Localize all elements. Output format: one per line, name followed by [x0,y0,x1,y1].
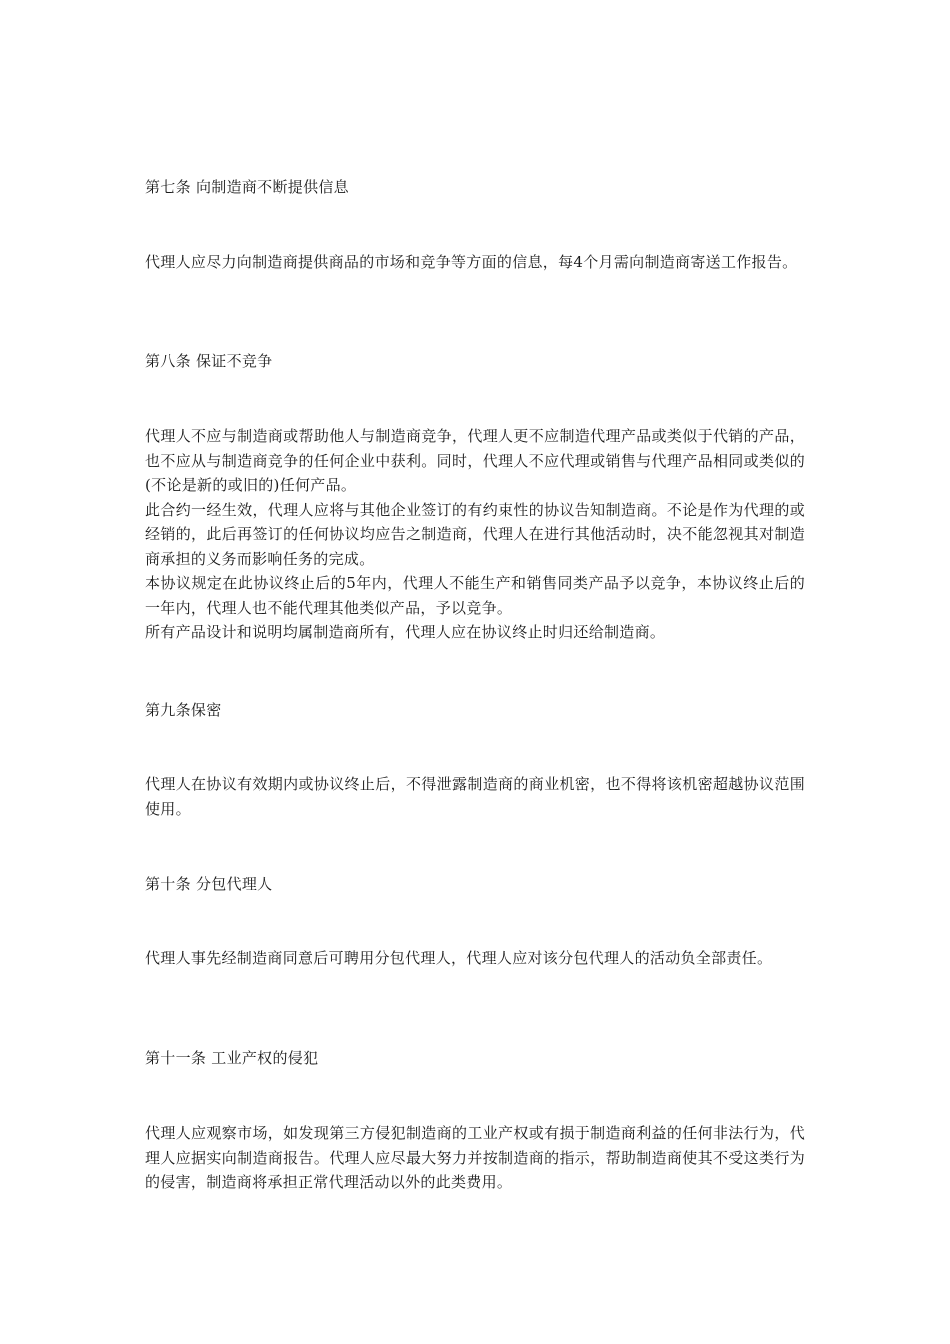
paragraph: 代理人应观察市场，如发现第三方侵犯制造商的工业产权或有损于制造商利益的任何非法行为，代理人应据实向制造商报告。代理人应尽最大努力并按制造商的指示，帮助制造商使其不受这类行为的侵害，制造商将承担正常代理活动以外的此类费用。 [145,1124,805,1191]
document-page [145,0,805,1344]
article-9-body [145,772,805,821]
paragraph: 代理人在协议有效期内或协议终止后，不得泄露制造商的商业机密，也不得将该机密超越协议范围使用。 [145,775,805,818]
article-11-body [145,1121,805,1195]
paragraph: 本协议规定在此协议终止后的5年内，代理人不能生产和销售同类产品予以竞争，本协议终止后的一年内，代理人也不能代理其他类似产品，予以竞争。 [145,574,805,617]
article-10-heading: 第十条 分包代理人 [145,875,273,893]
article-8-heading: 第八条 保证不竞争 [145,352,273,370]
paragraph: 代理人应尽力向制造商提供商品的市场和竞争等方面的信息，每4个月需向制造商寄送工作报告。 [145,253,798,271]
article-8-body [145,424,805,645]
paragraph: 代理人事先经制造商同意后可聘用分包代理人，代理人应对该分包代理人的活动负全部责任。 [145,949,773,967]
article-9-heading: 第九条保密 [145,701,222,719]
paragraph: 代理人不应与制造商或帮助他人与制造商竞争，代理人更不应制造代理产品或类似于代销的产品，也不应从与制造商竞争的任何企业中获利。同时，代理人不应代理或销售与代理产品相同或类似的(不论是新的或旧的)任何产品。 [145,427,805,494]
article-11-heading: 第十一条 工业产权的侵犯 [145,1049,319,1067]
article-7-body [145,250,805,275]
article-10-body [145,946,805,971]
paragraph: 此合约一经生效，代理人应将与其他企业签订的有约束性的协议告知制造商。不论是作为代理的或经销的，此后再签订的任何协议均应告之制造商，代理人在进行其他活动时，决不能忽视其对制造商承担的义务而影响任务的完成。 [145,500,805,568]
paragraph: 所有产品设计和说明均属制造商所有，代理人应在协议终止时归还给制造商。 [145,623,666,641]
article-7-heading: 第七条 向制造商不断提供信息 [145,178,349,196]
